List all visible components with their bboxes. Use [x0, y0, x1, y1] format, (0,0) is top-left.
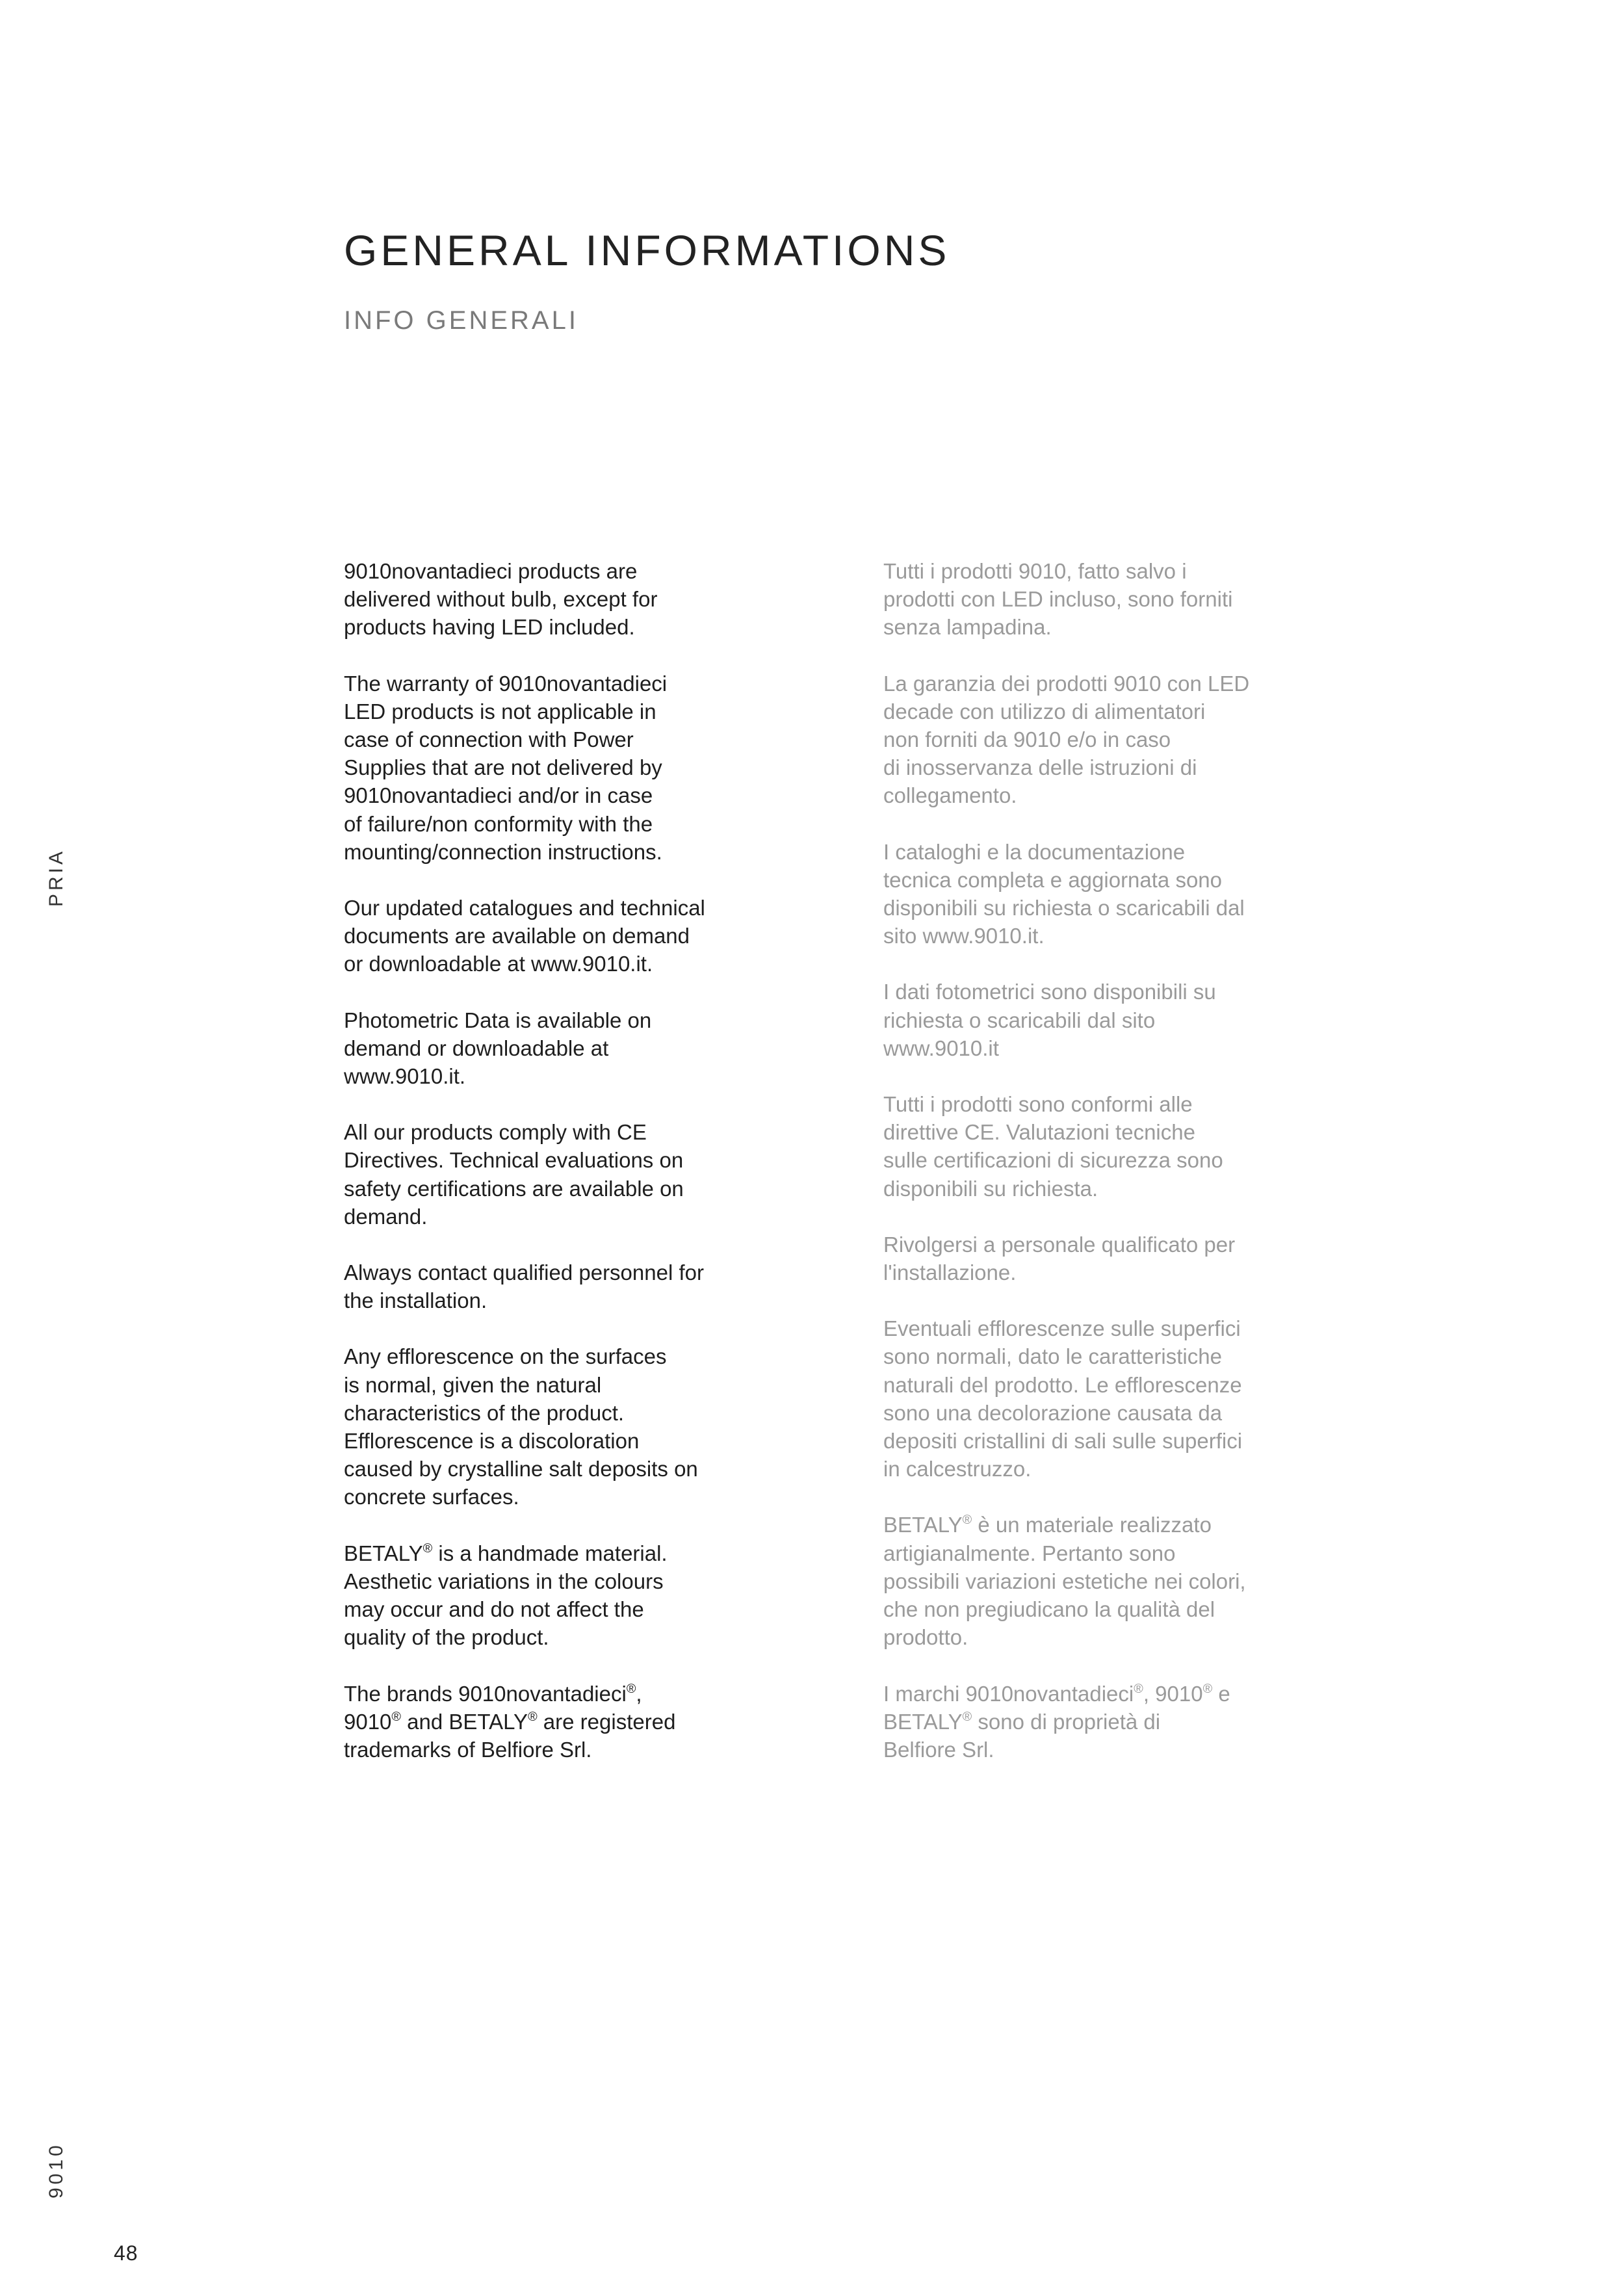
registered-mark: ® [422, 1541, 433, 1556]
paragraph-trademarks-it [883, 1680, 1299, 1764]
paragraph-betaly-material-it [883, 1511, 1299, 1651]
paragraph-catalogues-it: I cataloghi e la documentazione tecnica completa e aggiornata sono disponibili su richiesta o scaricabili dal sito www.9010.it. [883, 839, 1245, 948]
paragraph-bulb-info-it: Tutti i prodotti 9010, fatto salvo i prodotti con LED incluso, sono forniti senza lampadina. [883, 559, 1233, 640]
betaly-text: is a handmade material. Aesthetic variations in the colours may occur and do not affect the quality of the product. [344, 1541, 668, 1650]
trademarks-text-2: , 9010 [344, 1681, 642, 1734]
paragraph-efflorescence: Any efflorescence on the surfaces is normal, given the natural characteristics of the product. Efflorescence is a discoloration caused by crystalline salt deposits on concrete surfaces. [344, 1344, 698, 1509]
trademarks-text-4: sono di proprietà di Belfiore Srl. [883, 1709, 1161, 1762]
trademarks-text-1: I marchi 9010novantadieci [883, 1681, 1134, 1706]
paragraph-bulb-info: 9010novantadieci products are delivered without bulb, except for products having LED included. [344, 559, 658, 640]
paragraph-ce-compliance-it: Tutti i prodotti sono conformi alle direttive CE. Valutazioni tecniche sulle certificazioni di sicurezza sono disponibili su richiesta. [883, 1092, 1223, 1201]
trademarks-text-4: are registered trademarks of Belfiore Srl. [344, 1709, 676, 1762]
section-label: PRIA [45, 848, 67, 907]
paragraph-ce-compliance: All our products comply with CE Directives. Technical evaluations on safety certifications are available on demand. [344, 1120, 684, 1229]
registered-mark: ® [1202, 1681, 1213, 1696]
page-title: GENERAL INFORMATIONS [344, 226, 950, 274]
paragraph-warranty-it: La garanzia dei prodotti 9010 con LED decade con utilizzo di alimentatori non forniti da 9010 e/o in caso di inosservanza delle istruzioni di collegamento. [883, 671, 1250, 808]
paragraph-betaly-material [344, 1539, 760, 1652]
paragraph-trademarks [344, 1680, 760, 1764]
paragraph-installation-it: Rivolgersi a personale qualificato per l'installazione. [883, 1232, 1236, 1285]
registered-mark: ® [962, 1513, 972, 1528]
registered-mark: ® [391, 1709, 401, 1724]
trademarks-text-2: , 9010 [1143, 1681, 1203, 1706]
paragraph-photometric-it: I dati fotometrici sono disponibili su richiesta o scaricabili dal sito www.9010.it [883, 980, 1216, 1060]
registered-mark: ® [1134, 1681, 1143, 1696]
registered-mark: ® [528, 1709, 538, 1724]
betaly-name: BETALY [883, 1513, 963, 1537]
page-subtitle: INFO GENERALI [344, 306, 578, 335]
italian-column [883, 557, 1299, 1792]
paragraph-installation: Always contact qualified personnel for the installation. [344, 1260, 704, 1313]
trademarks-text-3: e BETALY [883, 1681, 1230, 1734]
trademarks-text-3: and BETALY [401, 1709, 528, 1734]
trademarks-text-1: The brands 9010novantadieci [344, 1681, 627, 1706]
registered-mark: ® [626, 1681, 636, 1696]
paragraph-catalogues: Our updated catalogues and technical documents are available on demand or downloadable at www.9010.it. [344, 896, 705, 976]
paragraph-warranty: The warranty of 9010novantadieci LED products is not applicable in case of connection with Power Supplies that are not delivered by 9010novantadieci and/or in case of failure/non conformity with the mounting/connection instructions. [344, 671, 668, 864]
brand-label: 9010 [45, 2142, 67, 2198]
page-number: 48 [114, 2241, 138, 2265]
registered-mark: ® [962, 1709, 972, 1724]
paragraph-efflorescence-it: Eventuali efflorescenze sulle superfici sono normali, dato le caratteristiche naturali del prodotto. Le efflorescenze sono una decolorazione causata da depositi cristallini di sali sulle superfici in calcestruzzo. [883, 1316, 1243, 1481]
betaly-name: BETALY [344, 1541, 423, 1565]
paragraph-photometric: Photometric Data is available on demand or downloadable at www.9010.it. [344, 1008, 652, 1089]
betaly-text: è un materiale realizzato artigianalmente. Pertanto sono possibili variazioni estetiche nei colori, che non pregiudicano la qualità del prodotto. [883, 1513, 1246, 1650]
english-column [344, 557, 760, 1792]
